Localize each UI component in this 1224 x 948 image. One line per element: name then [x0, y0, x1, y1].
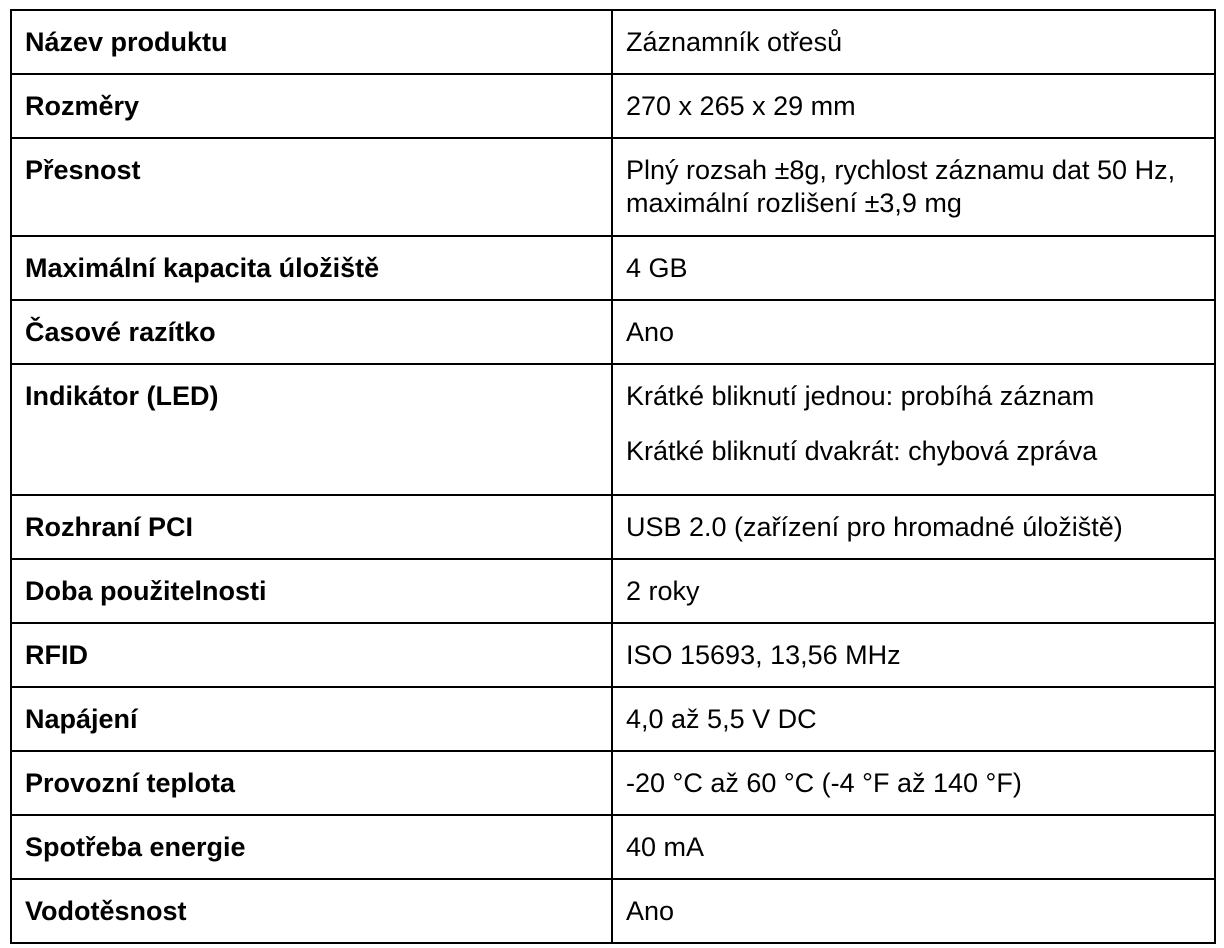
table-row — [11, 495, 1215, 559]
spec-value: 40 mA — [612, 815, 1215, 879]
spec-label: Název produktu — [11, 10, 612, 74]
spec-label: Časové razítko — [11, 300, 612, 364]
product-spec-table — [10, 9, 1216, 944]
spec-label: Rozhraní PCI — [11, 495, 612, 559]
table-row — [11, 138, 1215, 236]
table-row — [11, 559, 1215, 623]
spec-value-line: Krátké bliknutí jednou: probíhá záznam — [626, 381, 1095, 411]
spec-value: Záznamník otřesů — [612, 10, 1215, 74]
table-row — [11, 623, 1215, 687]
spec-value: 2 roky — [612, 559, 1215, 623]
spec-label: Napájení — [11, 687, 612, 751]
spec-value: 4,0 až 5,5 V DC — [612, 687, 1215, 751]
table-row — [11, 74, 1215, 138]
spec-value: ISO 15693, 13,56 MHz — [612, 623, 1215, 687]
table-row — [11, 300, 1215, 364]
spec-label: Maximální kapacita úložiště — [11, 236, 612, 300]
spec-label: Indikátor (LED) — [11, 364, 612, 495]
spec-value: -20 °C až 60 °C (-4 °F až 140 °F) — [612, 751, 1215, 815]
spec-label: Doba použitelnosti — [11, 559, 612, 623]
spec-value: 270 x 265 x 29 mm — [612, 74, 1215, 138]
spec-value: Plný rozsah ±8g, rychlost záznamu dat 50 Hz, maximální rozlišení ±3,9 mg — [612, 138, 1215, 236]
spec-value — [612, 364, 1215, 495]
spec-label: RFID — [11, 623, 612, 687]
spec-label: Přesnost — [11, 138, 612, 236]
spec-label: Spotřeba energie — [11, 815, 612, 879]
spec-label: Rozměry — [11, 74, 612, 138]
spec-value-line: Krátké bliknutí dvakrát: chybová zpráva — [626, 436, 1098, 466]
table-row — [11, 751, 1215, 815]
table-row — [11, 364, 1215, 495]
table-row — [11, 687, 1215, 751]
spec-value: 4 GB — [612, 236, 1215, 300]
table-row — [11, 236, 1215, 300]
spec-label: Vodotěsnost — [11, 879, 612, 943]
table-row — [11, 10, 1215, 74]
spec-label: Provozní teplota — [11, 751, 612, 815]
spec-value: USB 2.0 (zařízení pro hromadné úložiště) — [612, 495, 1215, 559]
spec-value: Ano — [612, 300, 1215, 364]
table-row — [11, 815, 1215, 879]
table-row — [11, 879, 1215, 943]
spec-value: Ano — [612, 879, 1215, 943]
